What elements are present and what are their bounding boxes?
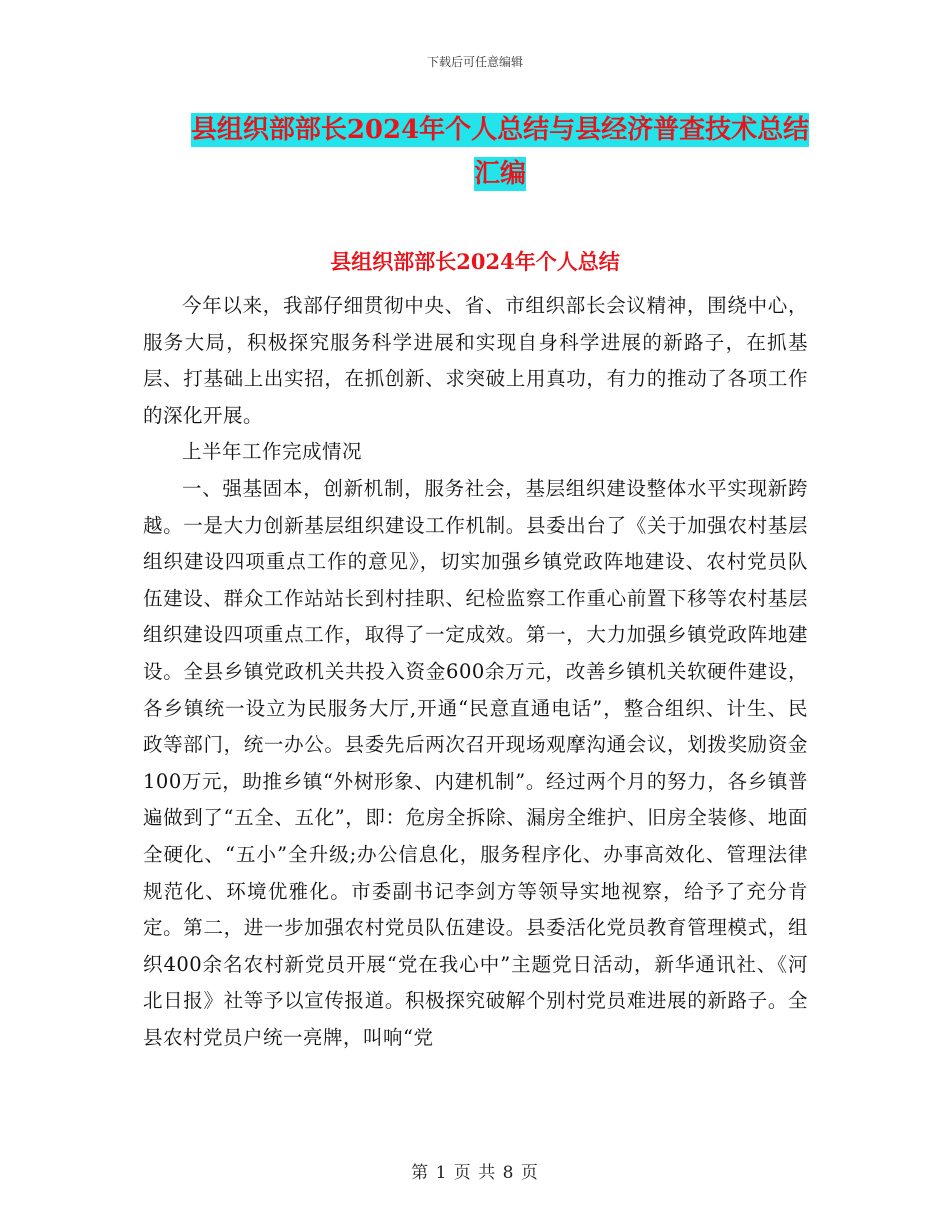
document-title bbox=[150, 108, 850, 196]
body-paragraph: 今年以来，我部仔细贯彻中央、省、市组织部长会议精神，围绕中心，服务大局，积极探究服务科学进展和实现自身科学进展的新路子，在抓基层、打基础上出实招，在抓创新、求突破上用真功，有力的推动了各项工作的深化开展。 bbox=[143, 294, 808, 427]
section-title: 县组织部部长2024年个人总结 bbox=[330, 249, 620, 274]
document-title-line2: 汇编 bbox=[473, 159, 526, 189]
body-paragraph: 上半年工作完成情况 bbox=[182, 440, 363, 464]
document-title-line1: 县组织部部长2024年个人总结与县经济普查技术总结 bbox=[190, 115, 810, 145]
header-note: 下载后可任意编辑 bbox=[426, 55, 523, 69]
page-number: 第 1 页 共 8 页 bbox=[411, 1163, 539, 1183]
body-paragraph: 一、强基固本，创新机制，服务社会，基层组织建设整体水平实现新跨越。一是大力创新基层组织建设工作机制。县委出台了《关于加强农村基层组织建设四项重点工作的意见》，切实加强乡镇党政阵地建设、农村党员队伍建设、群众工作站站长到村挂职、纪检监察工作重心前置下移等农村基层组织建设四项重点工作，取得了一定成效。第一，大力加强乡镇党政阵地建设。全县乡镇党政机关共投入资金600余万元，改善乡镇机关软硬件建设，各乡镇统一设立为民服务大厅,开通“民意直通电话”，整合组织、计生、民政等部门，统一办公。县委先后两次召开现场观摩沟通会议，划拨奖励资金100万元，助推乡镇“外树形象、内建机制”。经过两个月的努力，各乡镇普遍做到了“五全、五化”，即：危房全拆除、漏房全维护、旧房全装修、地面全硬化、“五小”全升级;办公信息化，服务程序化、办事高效化、管理法律规范化、环境优雅化。市委副书记李剑方等领导实地视察，给予了充分肯定。第二，进一步加强农村党员队伍建设。县委活化党员教育管理模式，组织400余名农村新党员开展“党在我心中”主题党日活动，新华通讯社、《河北日报》社等予以宣传报道。积极探究破解个别村党员难进展的新路子。全县农村党员户统一亮牌，叫响“党 bbox=[143, 476, 808, 1049]
document-body bbox=[143, 288, 808, 1056]
